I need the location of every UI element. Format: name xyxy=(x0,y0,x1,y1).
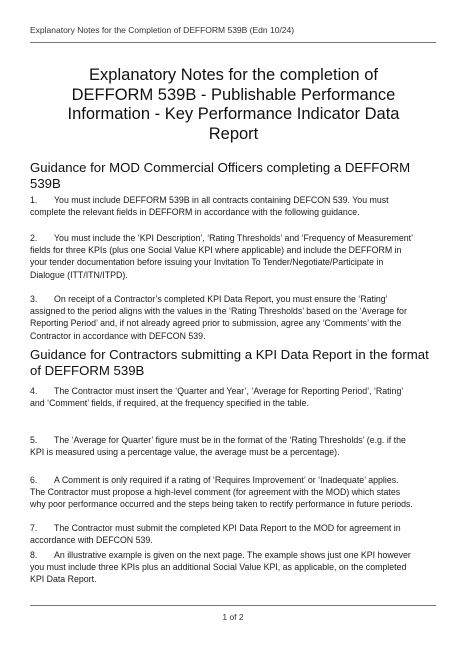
paragraph-text: You must include the ‘KPI Description’, ‘Rating Thresholds’ and ‘Frequency of Measurement’ fields for three KPIs (plus one Social Value KPI where applicable) and include the DEFFORM in your tender documentation before issuing your Invitation To Tender/Negotiate/Participate in Dialogue (ITT/ITN/ITPD). xyxy=(30,233,413,280)
paragraph-text: You must include DEFFORM 539B in all contracts containing DEFCON 539. You must complete the relevant fields in DEFFORM in accordance with the following guidance. xyxy=(30,195,389,218)
paragraph-number: 7. xyxy=(30,523,38,533)
document-title: Explanatory Notes for the completion of DEFFORM 539B - Publishable Performance Information - Key Performance Indicator Data Report xyxy=(67,66,400,143)
paragraph-number: 3. xyxy=(30,294,38,304)
section-heading-contractors: Guidance for Contractors submitting a KPI Data Report in the format of DEFFORM 539B xyxy=(30,347,429,378)
paragraph-text: On receipt of a Contractor’s completed KPI Data Report, you must ensure the ‘Rating’ assigned to the period aligns with the values in the ‘Rating Thresholds’ based on the ‘Average for Reporting Period’ and, if not already agreed prior to submission, agree any ‘Comments’ with the Contractor in accordance with DEFCON 539. xyxy=(30,294,407,341)
paragraph-6 xyxy=(30,474,414,511)
page-number: 1 of 2 xyxy=(222,612,244,622)
paragraph-number: 2. xyxy=(30,233,38,243)
paragraph-number: 5. xyxy=(30,435,38,445)
paragraph-text: A Comment is only required if a rating of ‘Requires Improvement’ or ‘Inadequate’ applies. The Contractor must propose a high-level comment (for agreement with the MOD) which states why poor performance occurred and the steps being taken to rectify performance in future periods. xyxy=(30,475,413,510)
page-header: Explanatory Notes for the Completion of DEFFORM 539B (Edn 10/24) xyxy=(30,25,295,35)
paragraph-text: The Contractor must submit the completed KPI Data Report to the MOD for agreement in accordance with DEFCON 539. xyxy=(30,523,401,546)
paragraph-number: 1. xyxy=(30,195,38,205)
paragraph-1 xyxy=(30,194,414,218)
paragraph-5 xyxy=(30,434,414,458)
paragraph-number: 6. xyxy=(30,475,38,485)
paragraph-text: An illustrative example is given on the next page. The example shows just one KPI however you must include three KPIs plus an additional Social Value KPI, as applicable, on the completed KPI Data Report. xyxy=(30,550,411,585)
paragraph-2 xyxy=(30,232,414,281)
paragraph-number: 8. xyxy=(30,550,38,560)
paragraph-4 xyxy=(30,385,414,409)
paragraph-8 xyxy=(30,549,414,586)
paragraph-7 xyxy=(30,522,414,546)
header-divider xyxy=(30,42,436,43)
paragraph-number: 4. xyxy=(30,386,38,396)
footer-divider xyxy=(30,605,436,606)
section-heading-mod: Guidance for MOD Commercial Officers completing a DEFFORM 539B xyxy=(30,160,411,191)
paragraph-text: The Contractor must insert the ‘Quarter and Year’, ‘Average for Reporting Period’, ‘Rating’ and ‘Comment’ fields, if required, at the frequency specified in the table. xyxy=(30,386,403,409)
paragraph-text: The ‘Average for Quarter’ figure must be in the format of the ‘Rating Thresholds’ (e.g. if the KPI is measured using a percentage value, the average must be a percentage). xyxy=(30,435,406,458)
paragraph-3 xyxy=(30,293,414,342)
